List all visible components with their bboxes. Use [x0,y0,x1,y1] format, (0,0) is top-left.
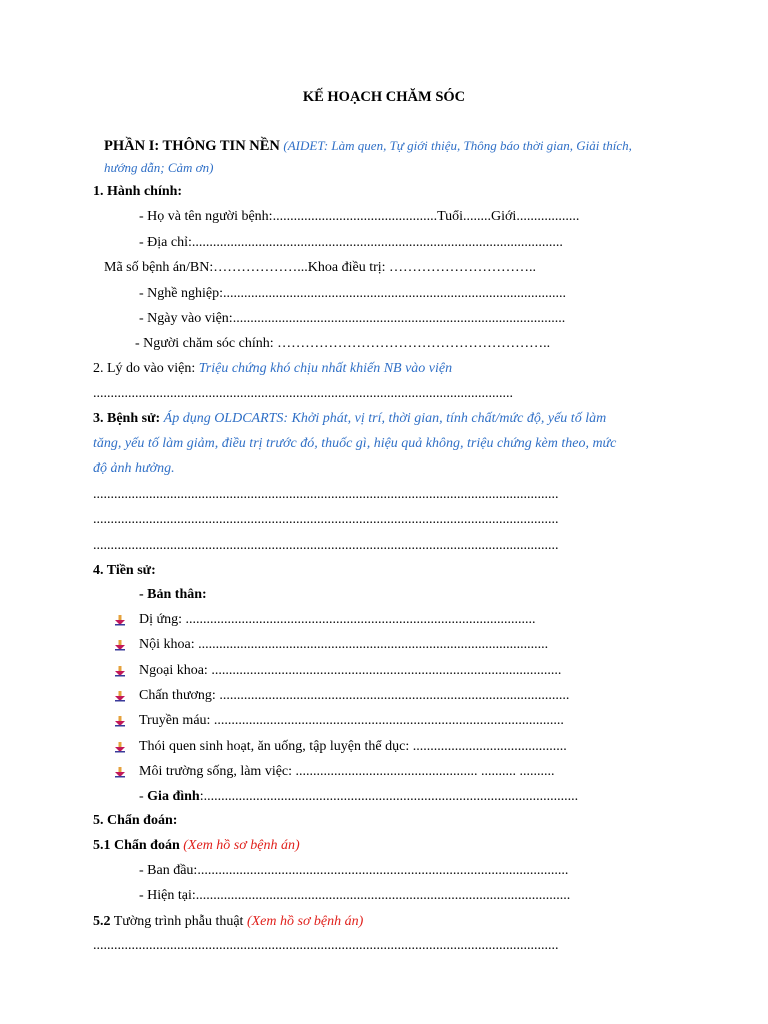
bullet-arrow-icon [114,766,126,778]
history-dots: ..................................................................................................................................... [93,538,559,553]
surgery-report-label: Tường trình phẫu thuật [110,914,247,929]
diagnosis-sub1-row [93,837,300,855]
page-title: KẾ HOẠCH CHĂM SÓC [302,89,466,105]
past-heading: 4. Tiền sử: [93,563,156,578]
history-dots: ..................................................................................................................................... [93,487,559,502]
diagnosis-heading: 5. Chẩn đoán: [93,813,178,828]
history-hint-end: độ ảnh hưởng. [93,461,175,476]
history-label: 3. Bệnh sử: [93,411,161,426]
bullet-arrow-icon [114,715,126,727]
occupation-field: - Nghề nghiệp:.................................................................................................. [139,286,566,301]
past-history-item: Truyền máu: .................................................................................................... [139,713,564,728]
patient-name-field: - Họ và tên người bệnh:...............................................Tuổi........Giới.................. [139,209,580,224]
reason-dots: ........................................................................................................................ [93,386,513,401]
part1-note-cont: hướng dẫn; Cảm ơn) [104,160,214,175]
past-history-item: Thói quen sinh hoạt, ăn uống, tập luyện thể dục: ............................................ [139,739,567,754]
reason-label: 2. Lý do vào viện: [93,361,199,376]
family-history-label: Gia đình [147,789,200,804]
bullet-arrow-icon [114,639,126,651]
admin-heading: 1. Hành chính: [93,184,183,199]
past-history-item: Nội khoa: .................................................................................................... [139,637,549,652]
family-history-row: - Gia đình:........................................................................................................... [139,789,579,804]
past-history-item: Dị ứng: .................................................................................................... [139,612,536,627]
reason-row [93,360,452,378]
bullet-arrow-icon [114,741,126,753]
part1-heading: PHẦN I: THÔNG TIN NỀN [104,138,280,154]
history-hint-cont: tăng, yếu tố làm giảm, điều trị trước đó, thuốc gì, hiệu quả không, triệu chứng kèm theo, mức [93,436,617,451]
initial-diagnosis-field: - Ban đầu:.......................................................................................................... [139,863,569,878]
history-row [93,410,606,428]
surgery-report-number: 5.2 [93,914,111,929]
diagnosis-sub1-hint: (Xem hồ sơ bệnh án) [183,838,300,853]
bullet-arrow-icon [114,614,126,626]
current-diagnosis-field: - Hiện tại:........................................................................................................... [139,888,571,903]
past-history-item: Chấn thương: .................................................................................................... [139,688,570,703]
bullet-arrow-icon [114,665,126,677]
self-history-label: - Bản thân: [139,587,207,602]
surgery-report-dots: ..................................................................................................................................... [93,938,559,953]
part1-heading-row [104,137,632,156]
part1-note: (AIDET: Làm quen, Tự giới thiệu, Thông báo thời gian, Giải thích, [283,138,632,153]
record-number-field: Mã số bệnh án/BN:………………...Khoa điều trị: ………………………….. [104,260,537,275]
past-history-item: Ngoại khoa: .................................................................................................... [139,663,562,678]
family-history-dots: :........................................................................................................... [199,789,579,804]
history-dots: ..................................................................................................................................... [93,512,559,527]
history-hint: Áp dụng OLDCARTS: Khởi phát, vị trí, thời gian, tính chất/mức độ, yếu tố làm [163,411,607,426]
surgery-report-hint: (Xem hồ sơ bệnh án) [246,914,364,929]
address-field: - Địa chỉ:.......................................................................................................... [139,235,563,250]
admission-date-field: - Ngày vào viện:............................................................................................... [139,311,566,326]
past-history-item: Môi trường sống, làm việc: .................................................... .......... .......... [139,764,555,779]
surgery-report-row [93,913,363,931]
diagnosis-sub1-label: 5.1 Chẩn đoán [93,838,184,853]
caregiver-field: - Người chăm sóc chính: ………………………………………………….. [135,336,551,351]
bullet-arrow-icon [114,690,126,702]
reason-hint: Triệu chứng khó chịu nhất khiến NB vào viện [198,361,453,376]
